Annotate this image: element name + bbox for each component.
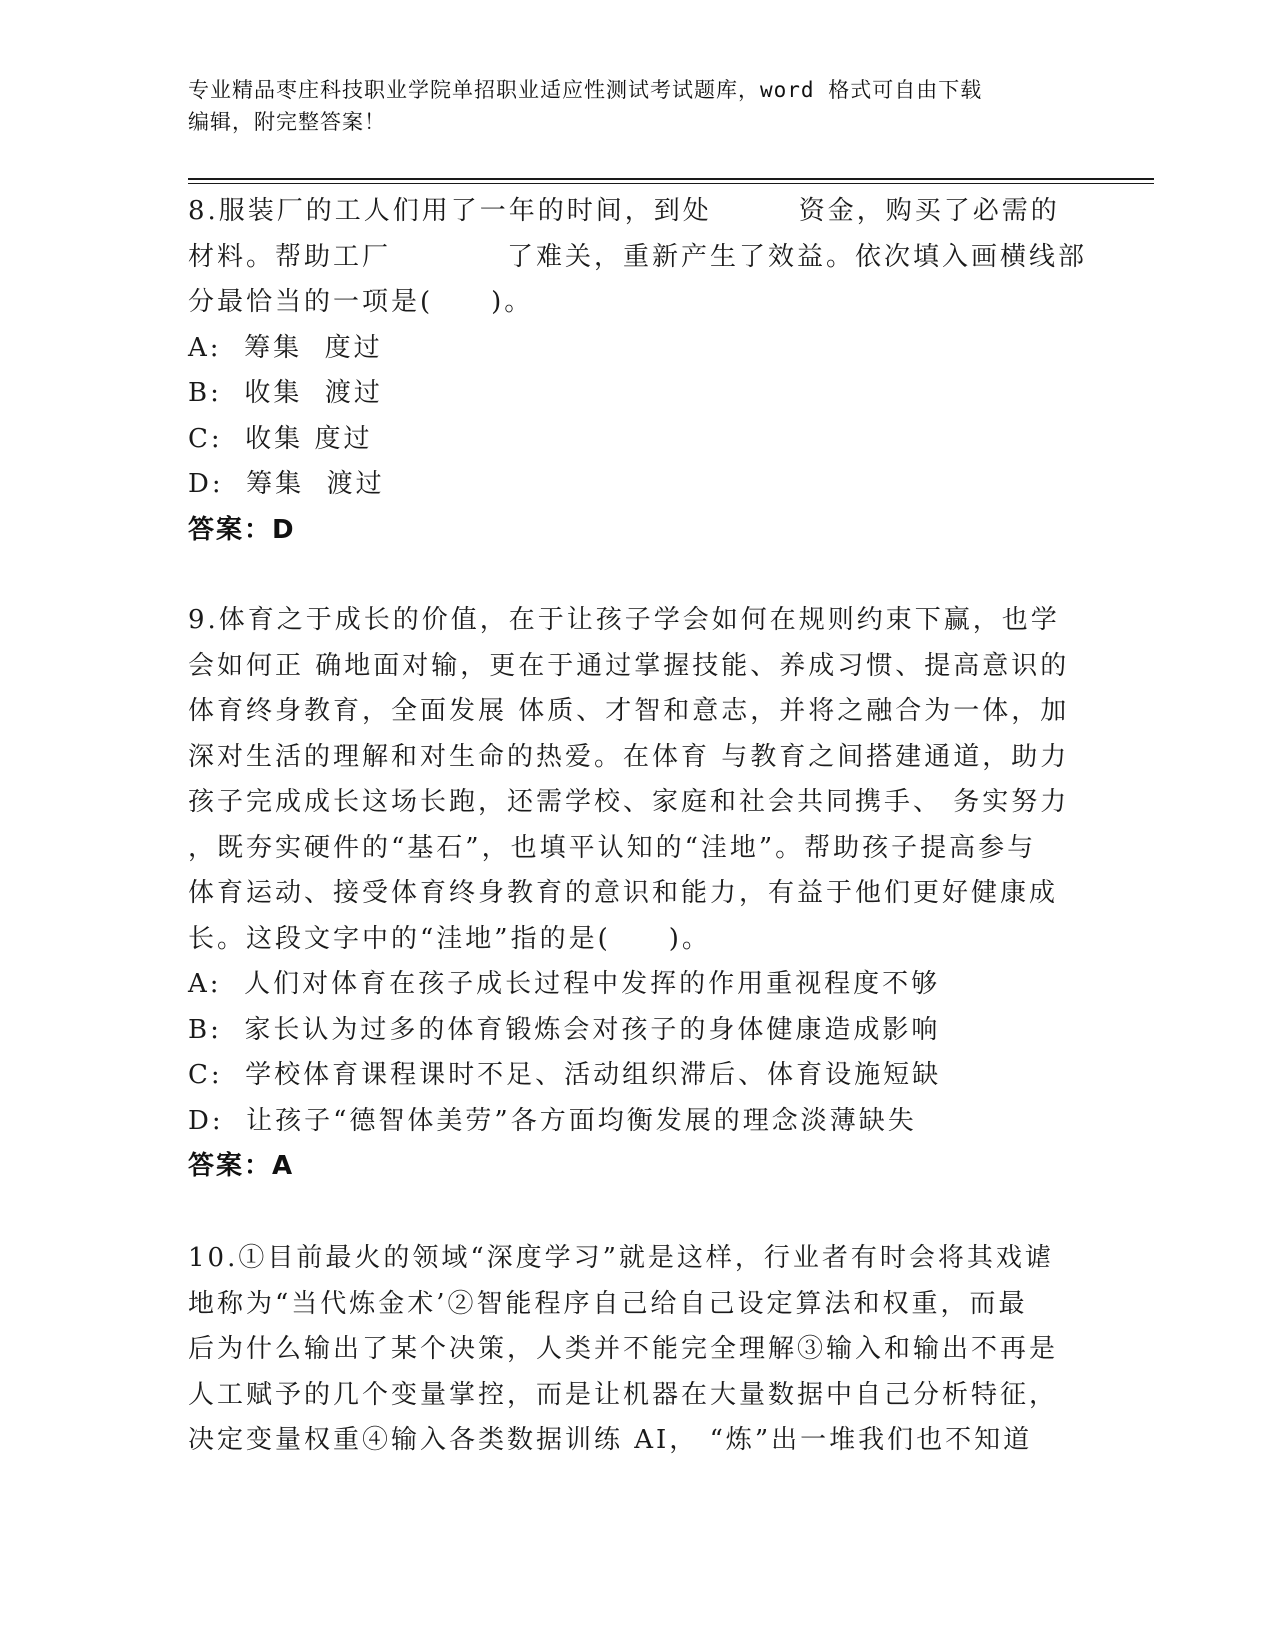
question-8-text-line: 材料。帮助工厂 了难关，重新产生了效益。依次填入画横线部 — [188, 241, 1088, 272]
question-9-text-line: 9.体育之于成长的价值，在于让孩子学会如何在规则约束下赢，也学 — [188, 605, 1060, 635]
question-10-text-line: 人工赋予的几个变量掌控，而是让机器在大量数据中自己分析特征， — [188, 1379, 1059, 1410]
question-9-text-line: 体育终身教育，全面发展 体质、才智和意志，并将之融合为一体，加 — [188, 696, 1070, 726]
question-8-option-b: B: 收集 渡过 — [188, 378, 383, 408]
question-9-text-line: 体育运动、接受体育终身教育的意识和能力，有益于他们更好健康成 — [188, 878, 1059, 908]
question-10-text-line: 后为什么输出了某个决策，人类并不能完全理解③输入和输出不再是 — [188, 1334, 1059, 1364]
question-9-answer: 答案：A — [188, 1151, 295, 1181]
header-line-1: 专业精品枣庄科技职业学院单招职业适应性测试考试题库，word 格式可自由下载 — [188, 78, 983, 102]
question-9-text-line: 长。这段文字中的“洼地”指的是( )。 — [188, 923, 711, 954]
question-10-text-line: 10.①目前最火的领域“深度学习”就是这样，行业者有时会将其戏谑 — [188, 1243, 1054, 1273]
question-10-text-line: 地称为“当代炼金术’②智能程序自己给自己设定算法和权重，而最 — [188, 1288, 1028, 1319]
question-9-text-line: 孩子完成成长这场长跑，还需学校、家庭和社会共同携手、 务实努力 — [188, 787, 1070, 817]
question-9-option-c: C: 学校体育课程课时不足、活动组织滞后、体育设施短缺 — [188, 1060, 942, 1090]
header-divider-thick — [188, 178, 1154, 180]
question-9-option-b: B: 家长认为过多的体育锻炼会对孩子的身体健康造成影响 — [188, 1014, 941, 1045]
question-8-text-line: 8.服装厂的工人们用了一年的时间，到处 资金，购买了必需的 — [188, 196, 1060, 226]
question-9-text-line: ，既夯实硬件的“基石”，也填平认知的“洼地”。帮助孩子提高参与 — [188, 832, 1037, 863]
question-8-option-d: D: 筹集 渡过 — [188, 469, 385, 499]
question-9-option-a: A: 人们对体育在孩子成长过程中发挥的作用重视程度不够 — [188, 969, 941, 999]
question-10 — [188, 1236, 1088, 1464]
header-divider-thin — [188, 183, 1154, 184]
question-8-option-c: C: 收集 度过 — [188, 423, 373, 454]
question-9-text-line: 深对生活的理解和对生命的热爱。在体育 与教育之间搭建通道，助力 — [188, 741, 1070, 772]
question-8-answer: 答案：D — [188, 514, 296, 545]
question-9-text-line: 会如何正 确地面对输，更在于通过掌握技能、养成习惯、提高意识的 — [188, 650, 1070, 681]
page-header — [188, 74, 1068, 138]
question-10-text-line: 决定变量权重④输入各类数据训练 AI， “炼”出一堆我们也不知道 — [188, 1425, 1033, 1455]
question-8-text-line: 分最恰当的一项是( )。 — [188, 287, 534, 317]
question-9 — [188, 598, 1088, 1190]
question-8-option-a: A: 筹集 度过 — [188, 332, 383, 363]
question-8 — [188, 189, 1088, 553]
question-9-option-d: D: 让孩子“德智体美劳”各方面均衡发展的理念淡薄缺失 — [188, 1105, 917, 1136]
header-line-2: 编辑，附完整答案！ — [188, 110, 386, 134]
